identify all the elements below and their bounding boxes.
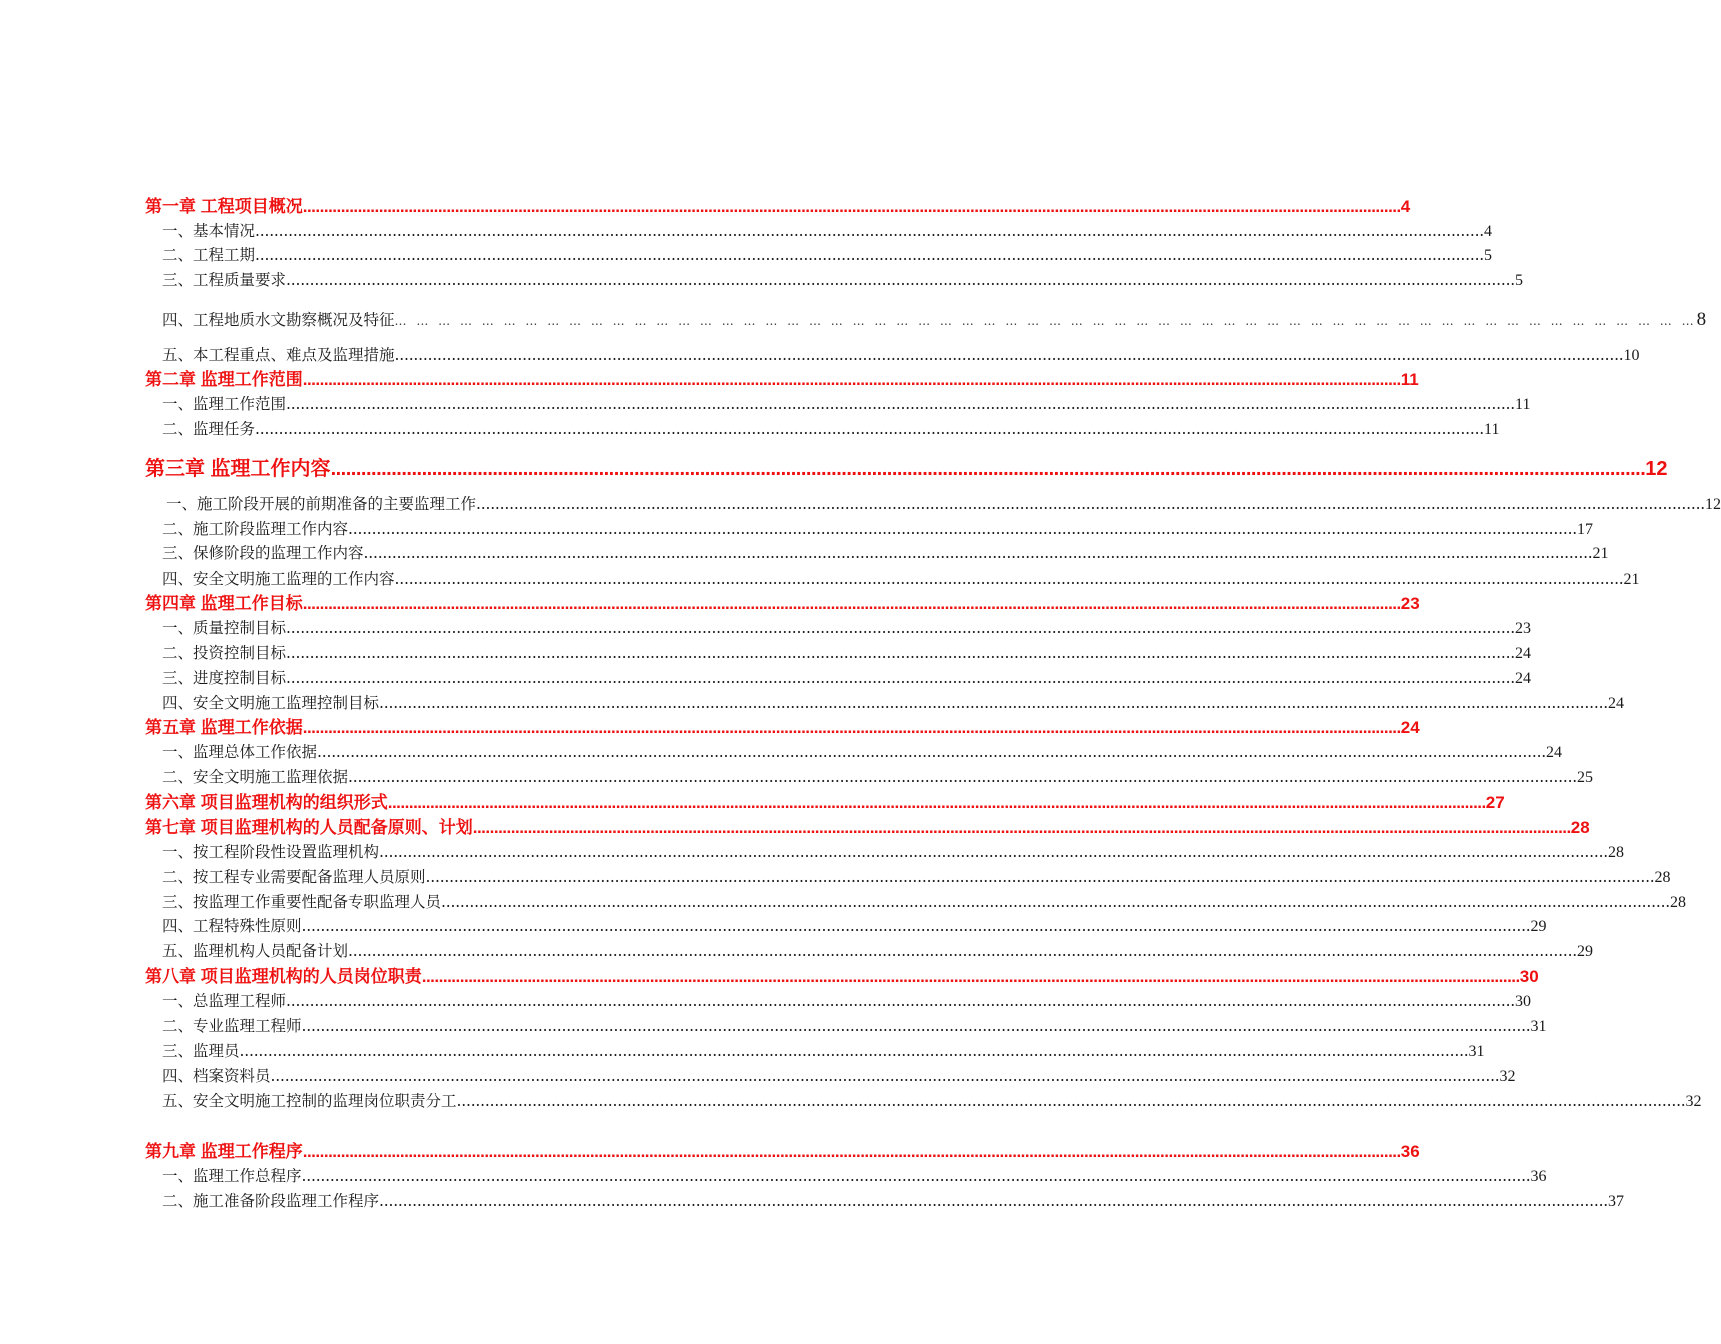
chapter-title: 第八章 项目监理机构的人员岗位职责 [145,967,422,986]
chapter-title: 第三章 监理工作内容 [145,458,331,480]
dot-leader: .................................................................................................................................................................................................................................................................... [301,1017,1531,1035]
toc-section-entry[interactable] [0,666,1532,687]
page-number: 31 [1530,1018,1547,1035]
toc-section-entry[interactable] [0,865,1671,886]
toc-section-entry[interactable] [0,392,1531,413]
dot-leader: .................................................................................................................................................................................................................................................................... [286,619,1516,637]
toc-section-entry[interactable] [0,939,1594,960]
dot-leader: .................................................................................................................................................................................................................................................................... [302,370,1401,389]
page-number: 24 [1400,718,1420,737]
dot-leader: .................................................................................................................................................................................................................................................................... [302,718,1401,737]
section-title: 二、专业监理工程师 [162,1017,302,1035]
chapter-title: 第六章 项目监理机构的组织形式 [145,793,388,812]
toc-section-entry[interactable] [0,517,1594,538]
dot-leader: .................................................................................................................................................................................................................................................................... [301,1167,1531,1185]
page-number: 4 [1400,197,1411,216]
section-title: 一、监理总体工作依据 [162,743,318,761]
toc-section-entry[interactable] [0,268,1524,289]
dot-leader: .................................................................................................................................................................................................................................................................... [239,1042,1469,1060]
chapter-title: 第七章 项目监理机构的人员配备原则、计划 [145,818,473,837]
page-number: 36 [1530,1168,1547,1185]
section-title: 三、按监理工作重要性配备专职监理人员 [162,893,442,911]
dot-leader: .................................................................................................................................................................................................................................................................... [302,1142,1401,1161]
dot-leader: .................................................................................................................................................................................................................................................................... [270,1067,1500,1085]
chapter-title: 第五章 监理工作依据 [145,718,303,737]
dot-leader: .................................................................................................................................................................................................................................................................... [421,967,1520,986]
section-title: 二、安全文明施工监理依据 [162,768,349,786]
page-number: 21 [1592,545,1609,562]
dot-leader: .................................................................................................................................................................................................................................................................... [425,868,1655,886]
section-title: 五、监理机构人员配备计划 [162,942,349,960]
section-title: 一、质量控制目标 [162,619,287,637]
dot-leader: .................................................................................................................................................................................................................................................................... [441,893,1671,911]
dot-leader: .................................................................................................................................................................................................................................................................... [476,495,1706,513]
toc-section-entry[interactable] [0,1064,1516,1085]
toc-section-entry[interactable] [0,567,1640,588]
page-number: 23 [1515,620,1532,637]
chapter-title: 第一章 工程项目概况 [145,197,303,216]
chapter-title: 第四章 监理工作目标 [145,594,303,613]
page-number: 24 [1546,744,1563,761]
page-number: 10 [1623,347,1640,364]
dot-leader: .................................................................................................................................................................................................................................................................... [286,992,1516,1010]
page-number: 24 [1515,645,1532,662]
page-number: 11 [1484,421,1500,438]
dot-leader: .................................................................................................................................................................................................................................................................... [472,818,1571,837]
toc-section-entry[interactable] [0,914,1547,935]
page-number: 32 [1499,1068,1516,1085]
page-number: 29 [1530,918,1547,935]
section-title: 三、工程质量要求 [162,271,287,289]
page-number: 12 [1705,496,1721,513]
section-title: 一、监理工作总程序 [162,1167,302,1185]
toc-section-entry[interactable] [0,616,1532,637]
toc-chapter-entry[interactable] [0,365,1419,389]
page-number: 28 [1654,869,1671,886]
toc-section-entry[interactable] [0,691,1625,712]
section-title: 一、基本情况 [162,222,256,240]
dot-leader: .................................................................................................................................................................................................................................................................... [255,246,1485,264]
toc-section-entry[interactable] [0,1164,1547,1185]
page-number: 28 [1608,844,1625,861]
section-title: 四、安全文明施工监理的工作内容 [162,570,395,588]
toc-section-entry[interactable] [0,243,1493,264]
page-number: 27 [1485,793,1505,812]
toc-section-entry[interactable] [0,1039,1485,1060]
toc-chapter-entry[interactable] [0,813,1590,837]
toc-chapter-entry[interactable] [0,1137,1420,1161]
dot-leader: .................................................................................................................................................................................................................................................................... [302,197,1401,216]
page-number: 28 [1570,818,1590,837]
toc-section-entry[interactable] [0,343,1640,364]
page-number: 21 [1623,571,1640,588]
toc-chapter-entry[interactable] [0,962,1539,986]
toc-section-entry[interactable] [0,219,1493,240]
section-title: 一、总监理工程师 [162,992,287,1010]
dot-leader: .................................................................................................................................................................................................................................................................... [348,942,1578,960]
section-title: 五、安全文明施工控制的监理岗位职责分工 [162,1092,457,1110]
toc-chapter-entry[interactable] [0,452,1668,480]
toc-chapter-entry[interactable] [0,589,1420,613]
page-number: 32 [1685,1093,1702,1110]
page-number: 17 [1577,521,1594,538]
section-title: 二、工程工期 [162,246,256,264]
section-title: 四、档案资料员 [162,1067,271,1085]
dot-leader: .................................................................................................................................................................................................................................................................... [317,743,1547,761]
dot-leader: .................................................................................................................................................................................................................................................................... [286,271,1516,289]
toc-section-entry[interactable] [0,641,1532,662]
toc-chapter-entry[interactable] [0,192,1411,216]
dot-leader: .................................................................................................................................................................................................................................................................... [286,644,1516,662]
toc-section-entry[interactable] [0,1089,1702,1110]
section-title: 二、监理任务 [162,420,256,438]
section-title: 五、本工程重点、难点及监理措施 [162,346,395,364]
dot-leader: .................................................................................................................................................................................................................................................................... [387,793,1486,812]
dot-leader: .................................................................................................................................................................................................................................................................... [363,544,1593,562]
page-number: 28 [1670,894,1687,911]
dot-leader: .................................................................................................................................................................................................................................................................... [394,346,1624,364]
page-number: 24 [1608,695,1625,712]
dot-leader: .................................................................................................................................................................................................................................................................... [394,570,1624,588]
chapter-title: 第二章 监理工作范围 [145,370,303,389]
dot-leader: .................................................................................................................................................................................................................................................................... [456,1092,1686,1110]
page-number: 37 [1608,1193,1625,1210]
page-number: 5 [1515,272,1524,289]
toc-chapter-entry[interactable] [0,713,1420,737]
toc-section-entry[interactable] [0,740,1563,761]
dot-leader: .................................................................................................................................................................................................................................................................... [255,222,1485,240]
page-number: 30 [1515,993,1532,1010]
page-number: 25 [1577,769,1594,786]
toc-section-entry[interactable] [0,890,1687,911]
section-title: 二、按工程专业需要配备监理人员原则 [162,868,426,886]
toc-section-entry[interactable] [0,417,1500,438]
dot-leader: .................................................................................................................................................................................................................................................................... [286,395,1516,413]
toc-section-entry[interactable] [0,1189,1625,1210]
dot-leader: .................................................................................................................................................................................................................................................................... [255,420,1485,438]
dot-leader: .................................................................................................................................................................................................................................................................... [379,694,1609,712]
section-title: 二、施工准备阶段监理工作程序 [162,1192,380,1210]
page-number: 29 [1577,943,1594,960]
toc-section-entry[interactable] [0,541,1609,562]
section-title: 三、保修阶段的监理工作内容 [162,544,364,562]
toc-chapter-entry[interactable] [0,788,1505,812]
toc-section-entry[interactable] [0,308,1707,330]
page-number: 4 [1484,223,1493,240]
section-title: 二、施工阶段监理工作内容 [162,520,349,538]
section-title: 三、监理员 [162,1042,240,1060]
page-number: 12 [1645,458,1668,480]
dot-leader: … … … … … … … … … … … … … … … … … … … … … … … … … … … … … … … … … … … … … … … … … … … … … … … … … … … … … … … … … … … … [394,314,1697,328]
page-number: 8 [1696,309,1707,330]
dot-leader: .................................................................................................................................................................................................................................................................... [379,843,1609,861]
toc-section-entry[interactable] [0,989,1532,1010]
dot-leader: .................................................................................................................................................................................................................................................................... [348,520,1578,538]
dot-leader: .................................................................................................................................................................................................................................................................... [302,594,1401,613]
toc-section-entry[interactable] [0,765,1594,786]
page-number: 11 [1400,370,1419,389]
section-title: 四、工程地质水文勘察概况及特征 [162,311,395,329]
toc-section-entry[interactable] [0,840,1625,861]
section-title: 一、施工阶段开展的前期准备的主要监理工作 [166,495,477,513]
section-title: 四、安全文明施工监理控制目标 [162,694,380,712]
dot-leader: .................................................................................................................................................................................................................................................................... [286,669,1516,687]
section-title: 一、按工程阶段性设置监理机构 [162,843,380,861]
dot-leader: .................................................................................................................................................................................................................................................................... [330,458,1646,480]
page-number: 11 [1515,396,1531,413]
page-number: 30 [1519,967,1539,986]
section-title: 一、监理工作范围 [162,395,287,413]
toc-section-entry[interactable] [0,1014,1547,1035]
chapter-title: 第九章 监理工作程序 [145,1142,303,1161]
section-title: 四、工程特殊性原则 [162,917,302,935]
dot-leader: .................................................................................................................................................................................................................................................................... [348,768,1578,786]
page-number: 24 [1515,670,1532,687]
page-number: 5 [1484,247,1493,264]
page-number: 31 [1468,1043,1485,1060]
toc-section-entry[interactable] [0,492,1721,513]
section-title: 三、进度控制目标 [162,669,287,687]
section-title: 二、投资控制目标 [162,644,287,662]
page-number: 23 [1400,594,1420,613]
dot-leader: .................................................................................................................................................................................................................................................................... [379,1192,1609,1210]
page-number: 36 [1400,1142,1420,1161]
dot-leader: .................................................................................................................................................................................................................................................................... [301,917,1531,935]
